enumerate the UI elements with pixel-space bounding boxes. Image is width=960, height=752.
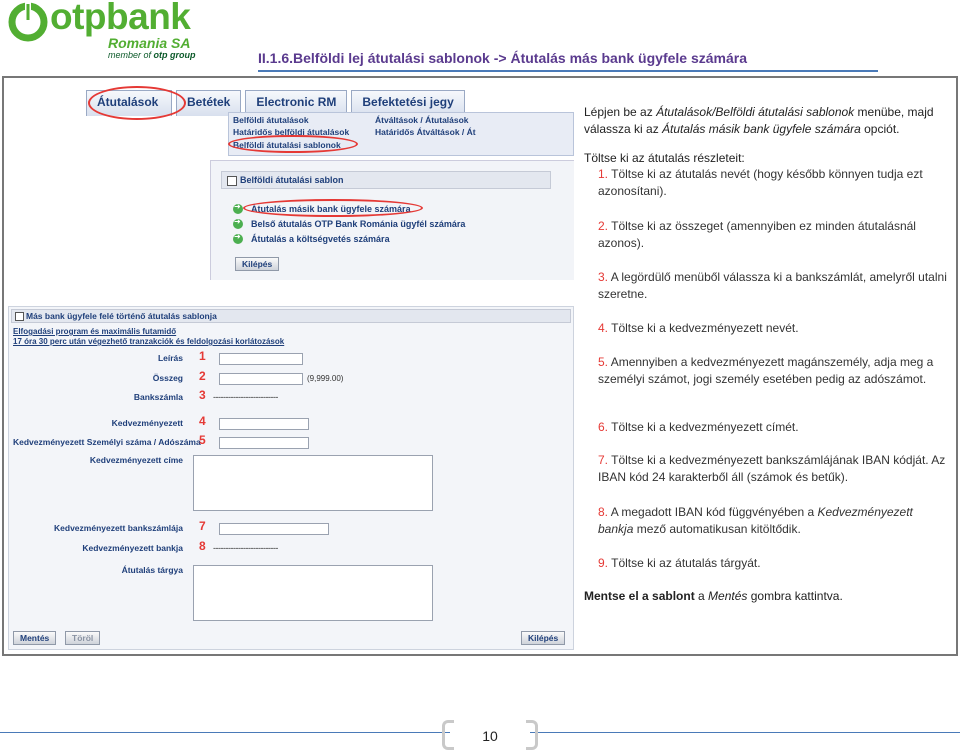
final-instruction: Mentse el a sablont a Mentés gombra kattintva. xyxy=(584,589,843,603)
exit-button[interactable]: Kilépés xyxy=(521,631,565,645)
go-arrow-icon xyxy=(233,204,243,214)
bankszamlaja-input[interactable] xyxy=(219,523,329,535)
marker-2: 2 xyxy=(199,369,206,383)
step-7: 7. Töltse ki a kedvezményezett bankszámlájának IBAN kódját. Az IBAN kód 24 karakterből áll (számok és betűk). xyxy=(598,453,946,484)
save-button[interactable]: Mentés xyxy=(13,631,56,645)
footer-rule xyxy=(0,732,450,733)
step-3: 3. A legördülő menüből válassza ki a bankszámlát, amelyről utalni szeretne. xyxy=(598,270,947,301)
link-internal[interactable]: Belső átutalás OTP Bank Románia ügyfél számára xyxy=(251,219,466,229)
label-kedvezmenyezett: Kedvezményezett xyxy=(111,418,183,428)
page-bracket-left xyxy=(442,720,454,750)
template-panel xyxy=(210,160,574,280)
notice-link[interactable]: Elfogadási program és maximális futamidő xyxy=(13,327,177,336)
szemelyi-szam-input[interactable] xyxy=(219,437,309,449)
marker-7: 7 xyxy=(199,519,206,533)
step-8: 8. A megadott IBAN kód függvényében a Kedvezményezett bankja mező automatikusan kitöltődik. xyxy=(598,505,913,536)
step-5: 5. Amennyiben a kedvezményezett magánszemély, adja meg a személyi számot, jogi személy esetében pedig az adószámot. xyxy=(598,355,934,386)
delete-button[interactable]: Töröl xyxy=(65,631,100,645)
bankja-select[interactable]: -------------------------- xyxy=(213,543,278,553)
menu-item[interactable]: Határidős belföldi átutalások xyxy=(233,127,350,137)
logo-wordmark: otpbank xyxy=(50,0,191,37)
logo-member-line: member of otp group xyxy=(108,50,196,60)
tab-atutalasok[interactable]: Átutalások xyxy=(86,90,172,116)
amount-hint: (9,999.00) xyxy=(307,374,344,383)
step-2: 2. Töltse ki az összeget (amennyiben ez minden átutalásnál azonos). xyxy=(598,219,916,250)
menu-item[interactable]: Átváltások / Átutalások xyxy=(375,115,469,125)
label-cime: Kedvezményezett címe xyxy=(89,455,183,465)
page-title: II.1.6.Belföldi lej átutalási sablonok -> Átutalás más bank ügyfele számára xyxy=(258,50,748,66)
step-6: 6. Töltse ki a kedvezményezett címét. xyxy=(598,420,799,434)
highlight-circle xyxy=(243,199,423,217)
bankszamla-select[interactable]: -------------------------- xyxy=(213,392,278,402)
panel-title: Belföldi átutalási sablon xyxy=(221,171,551,189)
menu-item[interactable]: Belföldi átutalási sablonok xyxy=(233,140,341,150)
form-title: Más bank ügyfele felé történő átutalás sablonja xyxy=(11,309,571,323)
label-targya: Átutalás tárgya xyxy=(121,565,183,575)
link-other-bank[interactable]: Átutalás másik bank ügyfele számára xyxy=(251,204,411,214)
kedvezmenyezett-input[interactable] xyxy=(219,418,309,430)
logo-country: Romania SA xyxy=(108,35,191,51)
cime-textarea[interactable] xyxy=(193,455,433,511)
step-4: 4. Töltse ki a kedvezményezett nevét. xyxy=(598,321,799,335)
label-bankszamla: Bankszámla xyxy=(133,392,183,402)
label-bankja: Kedvezményezett bankja xyxy=(82,543,183,553)
targya-textarea[interactable] xyxy=(193,565,433,621)
link-budget[interactable]: Átutalás a költségvetés számára xyxy=(251,234,390,244)
marker-3: 3 xyxy=(199,388,206,402)
title-rule xyxy=(258,70,878,72)
step-9: 9. Töltse ki az átutalás tárgyát. xyxy=(598,556,761,570)
label-szemelyi-szam: Kedvezményezett Személyi száma / Adószáma xyxy=(13,437,201,447)
menu-item[interactable]: Határidős Átváltások / Át xyxy=(375,127,476,137)
go-arrow-icon xyxy=(233,219,243,229)
menu-item[interactable]: Belföldi átutalások xyxy=(233,115,309,125)
go-arrow-icon xyxy=(233,234,243,244)
highlight-circle xyxy=(88,86,186,120)
marker-4: 4 xyxy=(199,414,206,428)
page-number: 10 xyxy=(482,728,498,744)
step-1: 1. Töltse ki az átutalás nevét (hogy később könnyen tudja ezt azonosítani). xyxy=(598,167,923,198)
tab-befektetesi-jegy[interactable]: Befektetési jegy xyxy=(351,90,464,116)
label-bankszamlaja: Kedvezményezett bankszámlája xyxy=(54,523,183,533)
osszeg-input[interactable] xyxy=(219,373,303,385)
leiras-input[interactable] xyxy=(219,353,303,365)
exit-button[interactable]: Kilépés xyxy=(235,257,279,271)
label-leiras: Leírás xyxy=(157,353,183,363)
marker-8: 8 xyxy=(199,539,206,553)
notice-link[interactable]: 17 óra 30 perc után végezhető tranzakciók és feldolgozási korlátozások xyxy=(13,337,285,346)
tab-betetek[interactable]: Betétek xyxy=(176,90,241,116)
highlight-circle xyxy=(228,135,358,153)
menu-screenshot xyxy=(86,84,574,284)
footer-rule xyxy=(530,732,960,733)
marker-5: 5 xyxy=(199,433,206,447)
otp-logo-icon xyxy=(8,2,48,42)
form-screenshot xyxy=(8,306,574,650)
page-bracket-right xyxy=(526,720,538,750)
steps-heading: Töltse ki az átutalás részleteit: xyxy=(584,151,745,165)
label-osszeg: Összeg xyxy=(152,373,183,383)
marker-1: 1 xyxy=(199,349,206,363)
intro-paragraph: Lépjen be az Átutalások/Belföldi átutalási sablonok menübe, majd válassza ki az Átutalás másik bank ügyfele számára opciót. xyxy=(584,105,934,136)
tab-electronic-rm[interactable]: Electronic RM xyxy=(245,90,347,116)
